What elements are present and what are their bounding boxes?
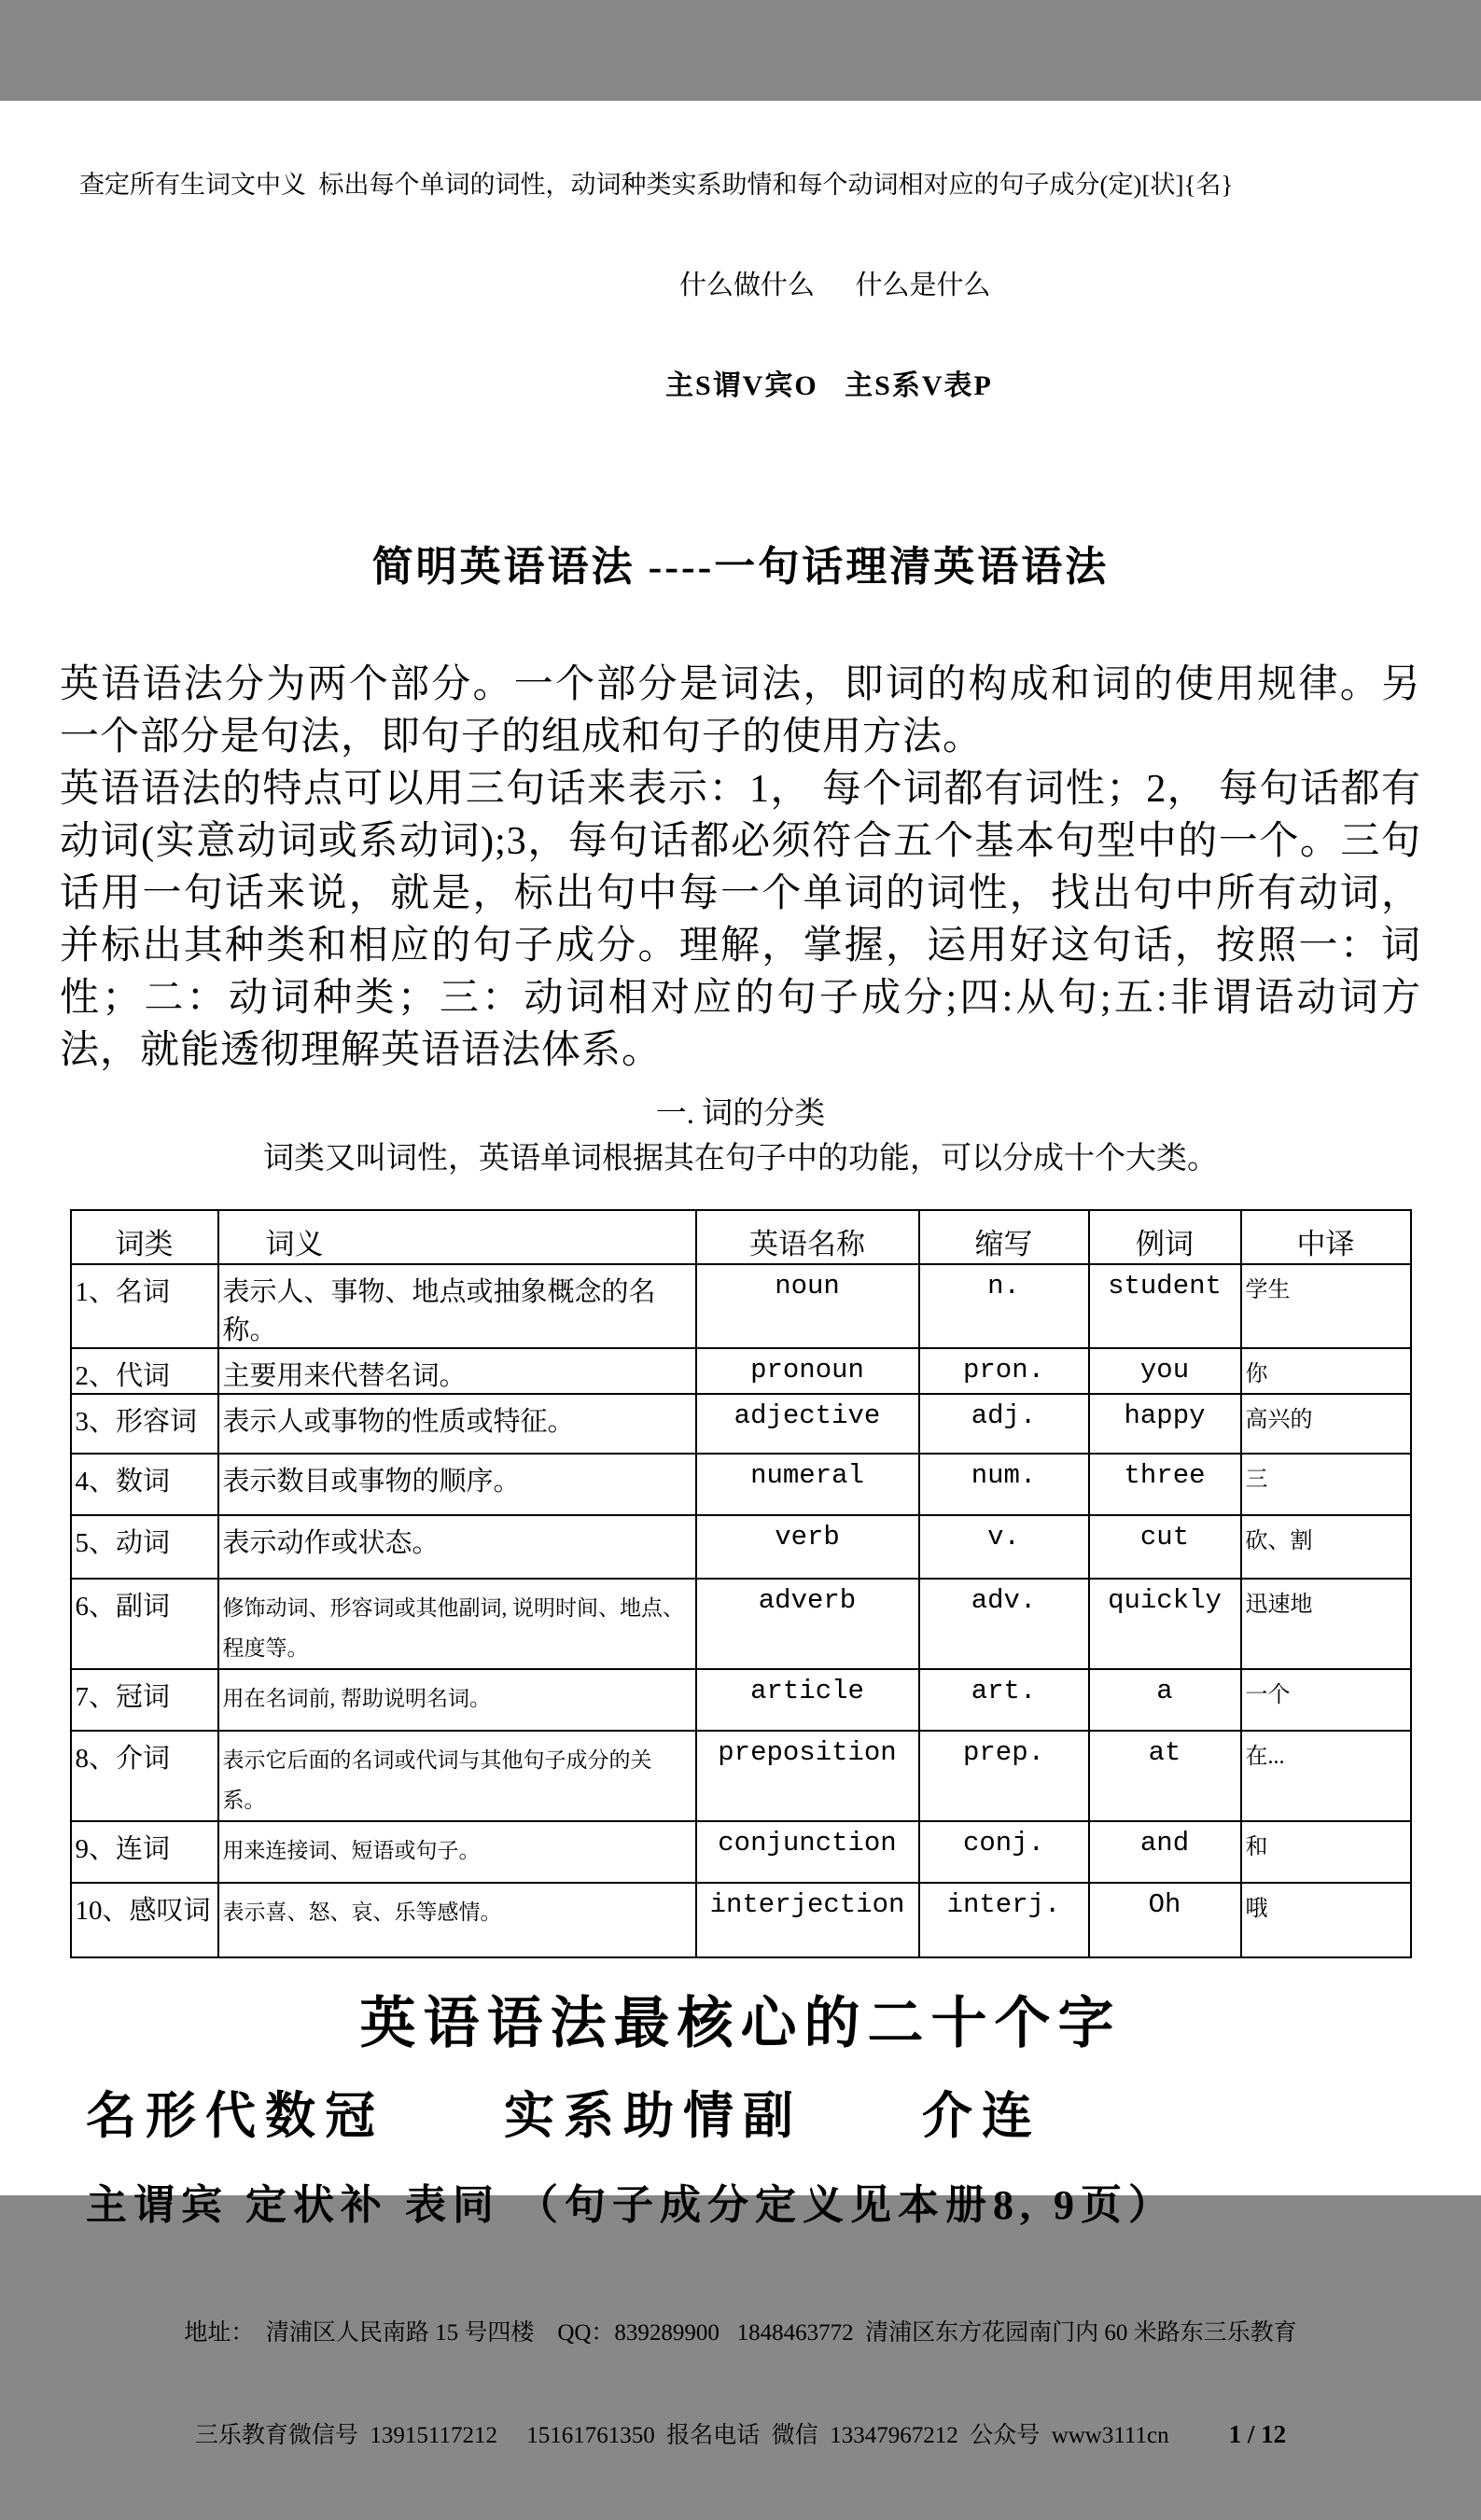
cell-meaning: 主要用来代替名词。 (218, 1348, 696, 1394)
cell-example: at (1089, 1731, 1241, 1821)
cell-word-class: 6、副词 (71, 1579, 218, 1669)
footer-contact-text: 三乐教育微信号 13915117212 15161761350 报名电话 微信 13347967212 公众号 www3111cn (194, 2423, 1169, 2449)
cell-translation: 哦 (1241, 1883, 1411, 1957)
intro-paragraph-2: 英语语法的特点可以用三句话来表示：1， 每个词都有词性；2， 每句话都有动词(实意动词或系动词);3，每句话都必须符合五个基本句型中的一个。三句话用一句话来说，就是，标出句中每一个单词的词性，找出句中所有动词，并标出其种类和相应的句子成分。理解，掌握，运用好这句话，按照一：词性；二：动词种类；三：动词相对应的句子成分;四:从句;五:非谓语动词方法，就能透彻理解英语语法体系。 (60, 768, 1421, 1072)
cell-abbreviation: conj. (919, 1821, 1089, 1883)
cell-abbreviation: prep. (919, 1731, 1089, 1821)
cell-word-class: 5、动词 (71, 1515, 218, 1579)
table-row-verb (71, 1515, 1411, 1579)
page-footer (0, 2249, 1481, 2520)
cell-translation: 学生 (1241, 1264, 1411, 1348)
cell-abbreviation: n. (919, 1264, 1089, 1348)
cell-example: you (1089, 1348, 1241, 1394)
cell-translation: 和 (1241, 1821, 1411, 1883)
cell-word-class: 8、介词 (71, 1731, 218, 1821)
cell-meaning: 表示它后面的名词或代词与其他句子成分的关系。 (218, 1731, 696, 1821)
cell-example: cut (1089, 1515, 1241, 1579)
cell-english-name: pronoun (696, 1348, 919, 1394)
table-row-article (71, 1669, 1411, 1731)
annotation-line-1: 查定所有生词文中义 标出每个单词的词性，动词种类实系助情和每个动词相对应的句子成分(定)[状]{名} (79, 171, 1234, 199)
parts-of-speech-table (70, 1209, 1412, 1958)
cell-meaning: 表示动作或状态。 (218, 1515, 696, 1579)
cell-english-name: numeral (696, 1454, 919, 1515)
cell-word-class: 7、冠词 (71, 1669, 218, 1731)
cell-abbreviation: adv. (919, 1579, 1089, 1669)
cell-word-class: 3、形容词 (71, 1394, 218, 1454)
annotation-line-2: 什么做什么 什么是什么 (679, 271, 991, 300)
cell-translation: 高兴的 (1241, 1394, 1411, 1454)
col-header-english-name: 英语名称 (696, 1210, 919, 1264)
cell-example: and (1089, 1821, 1241, 1883)
table-row-interjection (71, 1883, 1411, 1957)
table-row-adverb (71, 1579, 1411, 1669)
cell-word-class: 10、感叹词 (71, 1883, 218, 1957)
cell-word-class: 2、代词 (71, 1348, 218, 1394)
cell-abbreviation: interj. (919, 1883, 1089, 1957)
cell-abbreviation: art. (919, 1669, 1089, 1731)
table-row-pronoun (71, 1348, 1411, 1394)
cell-english-name: article (696, 1669, 919, 1731)
cell-word-class: 9、连词 (71, 1821, 218, 1883)
cell-abbreviation: adj. (919, 1394, 1089, 1454)
cell-meaning: 用来连接词、短语或句子。 (218, 1821, 696, 1883)
cell-meaning: 表示数目或事物的顺序。 (218, 1454, 696, 1515)
cell-example: Oh (1089, 1883, 1241, 1957)
core-words-line: 名形代数冠 实系助情副 介连 (86, 2088, 1041, 2145)
cell-example: a (1089, 1669, 1241, 1731)
cell-english-name: conjunction (696, 1821, 919, 1883)
cell-meaning: 表示人、事物、地点或抽象概念的名称。 (218, 1264, 696, 1348)
col-header-meaning: 词义 (218, 1210, 696, 1264)
table-row-preposition (71, 1731, 1411, 1821)
cell-abbreviation: pron. (919, 1348, 1089, 1394)
page-title: 简明英语语法 ----一句话理清英语语法 (371, 544, 1110, 590)
cell-example: quickly (1089, 1579, 1241, 1669)
cell-meaning: 表示喜、怒、哀、乐等感情。 (218, 1883, 696, 1957)
cell-abbreviation: num. (919, 1454, 1089, 1515)
core-twenty-words-heading: 英语语法最核心的二十个字 (359, 1993, 1122, 2055)
cell-translation: 你 (1241, 1348, 1411, 1394)
cell-meaning: 用在名词前, 帮助说明名词。 (218, 1669, 696, 1731)
cell-translation: 迅速地 (1241, 1579, 1411, 1669)
cell-english-name: interjection (696, 1883, 919, 1957)
table-row-conjunction (71, 1821, 1411, 1883)
cell-translation: 在... (1241, 1731, 1411, 1821)
cell-english-name: preposition (696, 1731, 919, 1821)
cell-english-name: adjective (696, 1394, 919, 1454)
document-page (0, 101, 1481, 2449)
cell-translation: 三 (1241, 1454, 1411, 1515)
cell-word-class: 1、名词 (71, 1264, 218, 1348)
table-row-numeral (71, 1454, 1411, 1515)
section-subheading: 词类又叫词性，英语单词根据其在句子中的功能，可以分成十个大类。 (263, 1142, 1218, 1176)
cell-example: happy (1089, 1394, 1241, 1454)
cell-meaning: 修饰动词、形容词或其他副词, 说明时间、地点、程度等。 (218, 1579, 696, 1669)
section-heading: 一. 词的分类 (655, 1097, 826, 1131)
annotation-line-3: 主S谓V宾O 主S系V表P (665, 370, 993, 401)
handwritten-annotation (79, 101, 1425, 470)
cell-english-name: noun (696, 1264, 919, 1348)
cell-english-name: adverb (696, 1579, 919, 1669)
col-header-word-class: 词类 (71, 1210, 218, 1264)
intro-paragraph-1: 英语语法分为两个部分。一个部分是词法，即词的构成和词的使用规律。另一个部分是句法，即句子的组成和句子的使用方法。 (60, 663, 1421, 759)
cell-translation: 一个 (1241, 1669, 1411, 1731)
cell-example: student (1089, 1264, 1241, 1348)
sentence-components-line: 主谓宾 定状补 表同 （句子成分定义见本册8, 9页） (86, 2182, 1176, 2229)
cell-meaning: 表示人或事物的性质或特征。 (218, 1394, 696, 1454)
page-number: 1 / 12 (1228, 2420, 1287, 2449)
cell-abbreviation: v. (919, 1515, 1089, 1579)
cell-english-name: verb (696, 1515, 919, 1579)
col-header-translation: 中译 (1241, 1210, 1411, 1264)
table-row-adjective (71, 1394, 1411, 1454)
footer-address-line: 地址： 清浦区人民南路 15 号四楼 QQ：839289900 1848463772 清浦区东方花园南门内 60 米路东三乐教育 (184, 2320, 1297, 2346)
cell-example: three (1089, 1454, 1241, 1515)
table-header-row (71, 1210, 1411, 1264)
cell-word-class: 4、数词 (71, 1454, 218, 1515)
footer-contact-line (0, 2417, 1481, 2453)
col-header-example: 例词 (1089, 1210, 1241, 1264)
table-row-noun (71, 1264, 1411, 1348)
cell-translation: 砍、割 (1241, 1515, 1411, 1579)
col-header-abbreviation: 缩写 (919, 1210, 1089, 1264)
